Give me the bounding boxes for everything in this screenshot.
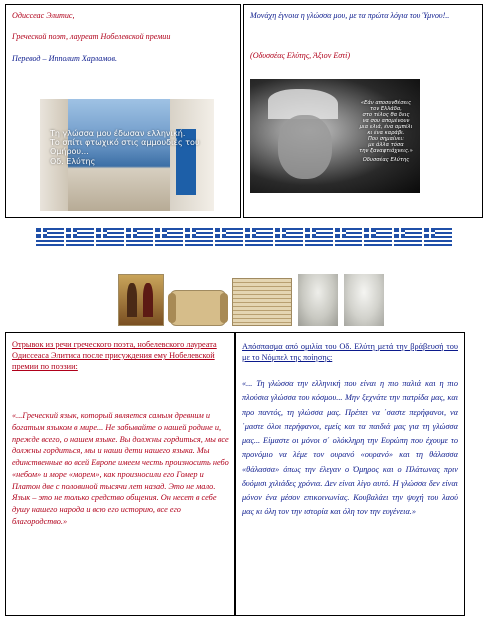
greek-flags-banner (36, 228, 452, 248)
greek-flag-icon (424, 228, 452, 246)
quote-line: τον Ελλάδα, (370, 105, 402, 112)
hymn-quote: Μονάχη έγνοια η γλώσσα μου, με τα πρώτα λόγια του Ύμνου!.. (250, 11, 450, 20)
russian-heading: Отрывок из речи греческого поэта, нобелевского лауреата Одиссеаса Элитиса после присуждения ему Нобелевской премии по поэзии: (12, 340, 217, 372)
top-left-box (5, 4, 241, 218)
bust-plato (344, 274, 384, 326)
bust-homer (298, 274, 338, 326)
quote-line: κι ένα καράβι. (367, 129, 405, 136)
russian-speech: «...Греческий язык, который является самым древним и богатым языком в мире... Не забывайте о нашей родине и, прежде всего, о нашем языке. Вы должны гордиться, мы все должны гордиться, мы и наши дети нашего языка. Мы единственные во всей Европе имеем честь произносить небо «небом» и море «морем», как произносили его Гомер и Платон две с половиной тысячи лет назад. Это не мало. Язык – это не только средство общения. Он несет в себе душу нашего народа и всю его историю, все его благородство.» (12, 411, 229, 527)
caption-line: Τη γλώσσα μου έδωσαν ελληνική. (50, 129, 186, 138)
greek-flag-icon (36, 228, 64, 246)
saints-icon (118, 274, 164, 326)
quote-line: να σου απομένουν (362, 117, 410, 124)
quote-line: την ξαναφτιάχνεις.» (359, 147, 413, 154)
greek-speech: «... Τη γλώσσα την ελληνική που είναι η πιο παλιά και η πιο πλούσια γλώσσα του κόσμου... Μην ξεχνάτε την πατρίδα μας, και προ παντός, τη γλώσσα μας. Πρέπει να ΄σαστε περήφανοι, να ΄μαστε όλοι περήφανοι, εμείς και τα παιδιά μας για τη γλώσσα μας... Είμαστε οι μόνοι σ΄ ολόκληρη την Ευρώπη που έχουμε το προνόμιο να λέμε τον ουρανό «ουρανό» και τη θάλασσα «θάλασσα» όπως την έλεγαν ο Όμηρος και ο Πλάτωνας πριν δυόμισι χιλιάδες χρόνια. Δεν είναι λίγο αυτό. Η γλώσσα δεν είναι μόνον ένα μέσον επικοινωνίας. Κουβαλάει την ψυχή του λαού μας κι όλη τον την ιστορία και όλη τον την ευγένεια.» (242, 379, 458, 517)
quote-line: Οδυσσέας Ελύτης (362, 156, 410, 163)
greek-flag-icon (126, 228, 154, 246)
greek-flag-icon (394, 228, 422, 246)
greek-flag-icon (335, 228, 363, 246)
hymn-source: (Οδυσσέας Ελύτης, Άξιον Εστί) (250, 51, 351, 60)
quote-line: με άλλα τόσα (368, 141, 404, 148)
elytis-portrait (250, 79, 420, 193)
greek-flag-icon (364, 228, 392, 246)
poet-name: Одиссеас Элитис, (12, 11, 75, 20)
ancient-manuscript (232, 278, 292, 326)
caption-line: Ομήρου... (50, 147, 89, 157)
quote-line: στο τέλος θα δεις (362, 111, 410, 118)
greek-flag-icon (245, 228, 273, 246)
greek-flag-icon (66, 228, 94, 246)
greek-flag-icon (155, 228, 183, 246)
greek-flag-icon (185, 228, 213, 246)
greek-flag-icon (275, 228, 303, 246)
quote-line: «Εάν αποσυνθέσεις (360, 100, 412, 106)
sea-window-photo (40, 99, 214, 211)
greek-heading: Απόσπασμα από ομιλία του Οδ. Ελύτη μετά την βράβευσή του με το Νόμπελ της ποίησης: (242, 342, 458, 363)
quote-line: Που σημαίνει: (368, 135, 404, 142)
top-right-box (243, 4, 483, 218)
translator-credit: Перевод – Ипполит Харламов. (12, 54, 117, 63)
papyrus-scroll (170, 290, 226, 326)
greek-flag-icon (215, 228, 243, 246)
ancient-images-strip (118, 270, 384, 326)
caption-line: Οδ. Ελύτης (50, 156, 96, 166)
bottom-left-box (5, 332, 235, 616)
poet-description: Греческой поэт, лауреат Нобелевской премии (12, 32, 171, 41)
caption-line: Το σπίτι φτωχικό στις αμμουδιές του (50, 138, 200, 148)
quote-line: μια ελιά, ένα αμπέλι (359, 123, 413, 130)
greek-flag-icon (305, 228, 333, 246)
bottom-right-box (235, 332, 465, 616)
greek-flag-icon (96, 228, 124, 246)
